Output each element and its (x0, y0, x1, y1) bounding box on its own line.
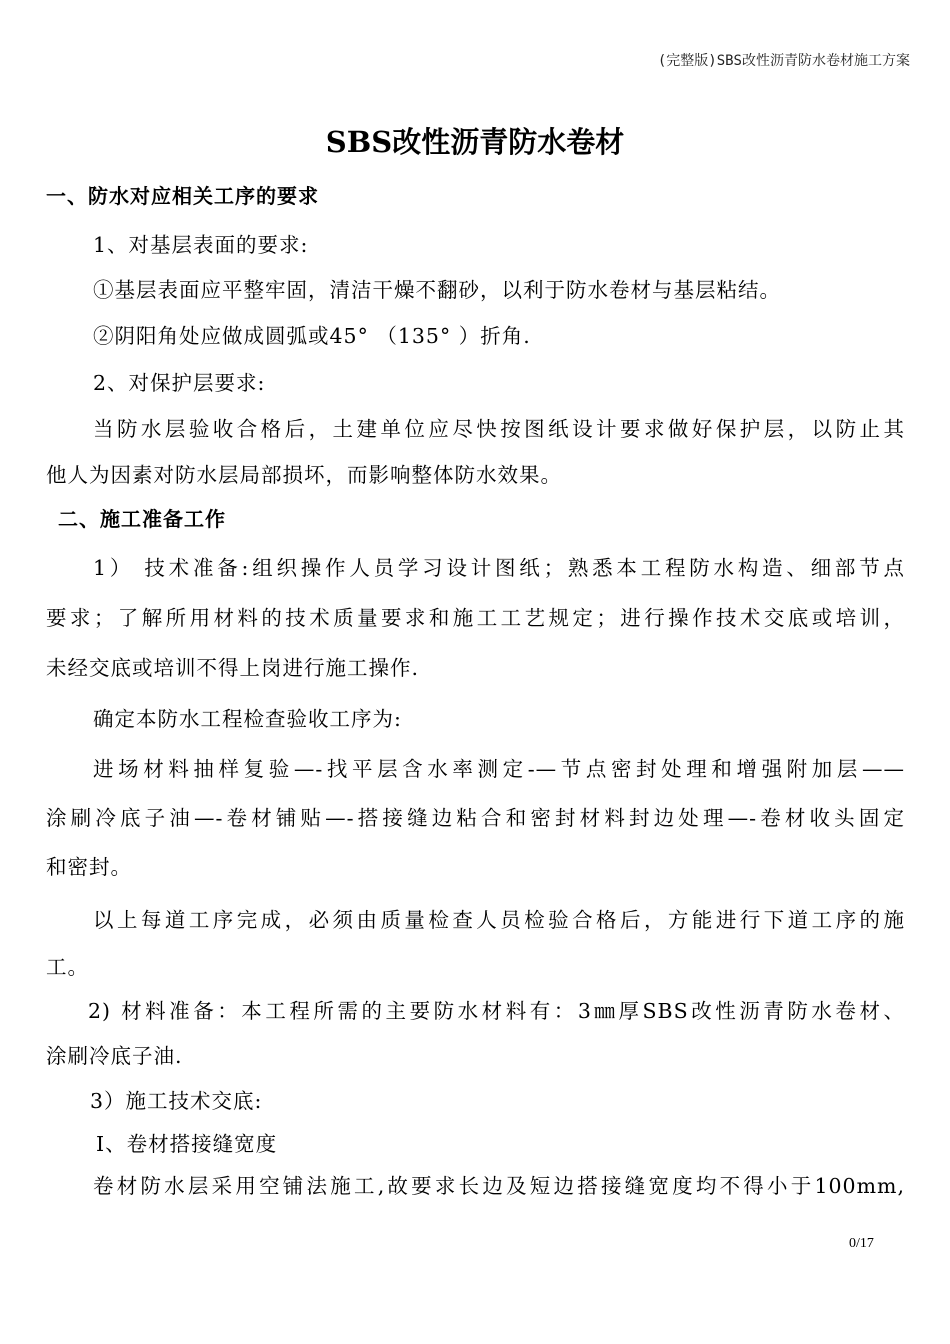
page-title: SBS改性沥青防水卷材 (325, 125, 625, 159)
item-2-text-line-1: 当防水层验收合格后，土建单位应尽快按图纸设计要求做好保护层，以防止其 (93, 417, 905, 441)
tech-prep-line-1: 1） 技术准备:组织操作人员学习设计图纸；熟悉本工程防水构造、细部节点 (93, 556, 905, 580)
material-prep-line-1: 2) 材料准备：本工程所需的主要防水材料有：3㎜厚SBS改性沥青防水卷材、 (88, 999, 905, 1023)
process-line-3: 和密封。 (46, 855, 132, 879)
item-1-point-1: ①基层表面应平整牢固，清洁干燥不翻砂，以利于防水卷材与基层粘结。 (93, 278, 781, 302)
material-prep-line-2: 涂刷冷底子油. (46, 1044, 183, 1068)
item-1-label: 1、对基层表面的要求: (93, 233, 309, 257)
sub-1-text: 卷材防水层采用空铺法施工,故要求长边及短边搭接缝宽度均不得小于100mm, (93, 1174, 905, 1198)
item-2-label: 2、对保护层要求: (93, 371, 266, 395)
process-intro: 确定本防水工程检查验收工序为: (93, 707, 402, 731)
tech-brief-label: 3）施工技术交底: (90, 1089, 263, 1113)
section-1-heading: 一、防水对应相关工序的要求 (46, 184, 319, 208)
process-line-2: 涂刷冷底子油—-卷材铺贴—-搭接缝边粘合和密封材料封边处理—-卷材收头固定 (46, 806, 905, 830)
tech-prep-line-3: 未经交底或培训不得上岗进行施工操作. (46, 656, 420, 680)
tech-prep-line-2: 要求；了解所用材料的技术质量要求和施工工艺规定；进行操作技术交底或培训， (46, 606, 905, 630)
inspection-line-1: 以上每道工序完成，必须由质量检查人员检验合格后，方能进行下道工序的施 (93, 908, 905, 932)
sub-1-label: Ⅰ、卷材搭接缝宽度 (96, 1132, 278, 1156)
item-1-point-2: ②阴阳角处应做成圆弧或45° （135° ）折角. (93, 324, 531, 348)
inspection-line-2: 工。 (46, 955, 89, 979)
process-line-1: 进场材料抽样复验—-找平层含水率测定-—节点密封处理和增强附加层—— (93, 757, 905, 781)
section-2-heading: 二、施工准备工作 (58, 507, 226, 531)
item-2-text-line-2: 他人为因素对防水层局部损坏，而影响整体防水效果。 (46, 463, 562, 487)
page-number: 0/17 (849, 1236, 874, 1251)
document-header-title: (完整版)SBS改性沥青防水卷材施工方案 (657, 53, 910, 69)
